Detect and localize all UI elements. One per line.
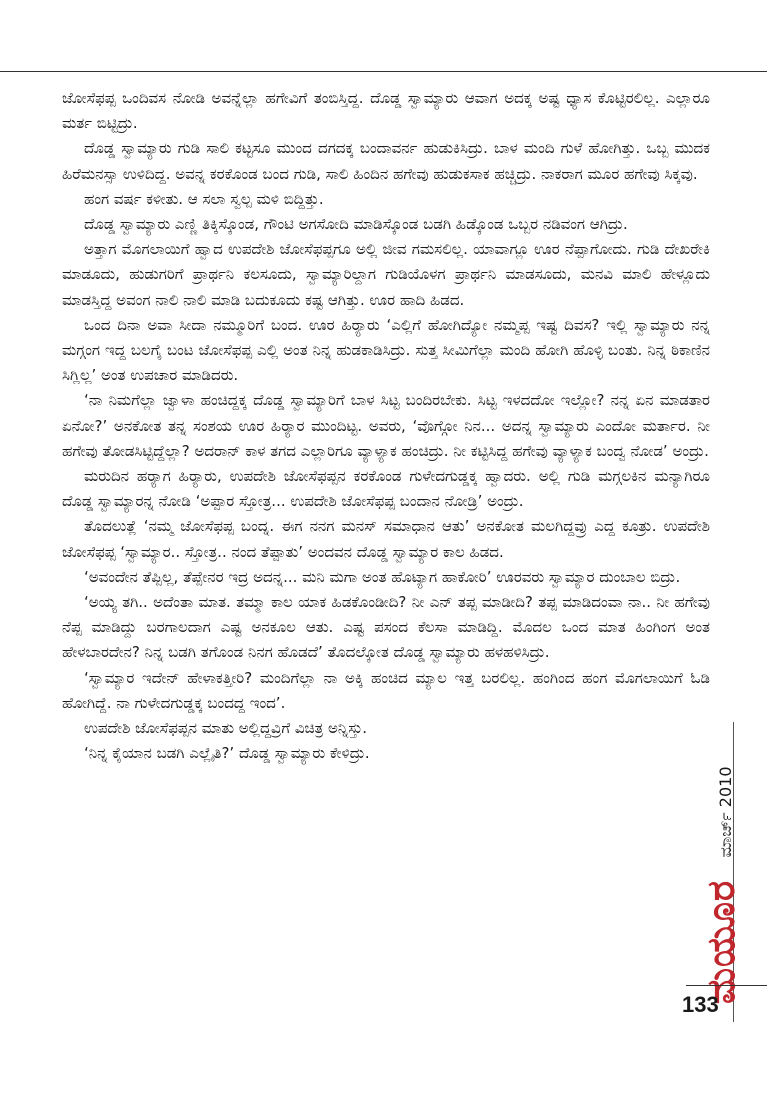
- paragraph: ‘ಅವಂದೇನ ತೆಪ್ಪಿಲ್ಲ, ತೆಪ್ಪೇನರ ಇದ್ರ ಅದನ್ನ... ಮನಿ ಮಗಾ ಅಂತ ಹೊಟ್ಯಾಗ ಹಾಕೋರಿ’ ಊರವರು ಸ್ವಾಮ್ಯಾರ ದುಂಬಾಲ ಬಿದ್ರು.: [84, 567, 681, 586]
- page-number-rule: [686, 985, 767, 986]
- paragraph: ‘ನಾ ನಿಮಗೆಲ್ಲಾ ಜ್ವಾಳಾ ಹಂಚಿದ್ದಕ್ಕ ದೊಡ್ಡ ಸ್ವಾಮ್ಯಾರಿಗೆ ಬಾಳ ಸಿಟ್ಟ ಬಂದಿರಬೇಕು. ಸಿಟ್ಟ ಇಳದದೋ ಇಲ್ಲೋ? ನನ್ನ ಏನ ಮಾಡತಾರ ಏನೋ?’ ಅನಕೋತ ತನ್ನ ಸಂಶಯ ಊರ ಹಿರ್‍ಯಾರ ಮುಂದಿಟ್ಟ. ಅವರು, ‘ವೊಗ್ಗೋ ನಿನ... ಅದನ್ನ ಸ್ವಾಮ್ಯಾರು ಎಂದೋ ಮರ್ತಾರ. ನೀ ಹಗೇವು ತೋಡಸಿಟ್ಟಿದ್ದೆಲ್ಲಾ? ಅದರಾನ್ ಕಾಳ ತಗದ ಎಲ್ಲಾರಿಗೂ ವ್ಯಾಳ್ಯಾಕ ಹಂಚಿದ್ರು. ನೀ ಕಟ್ಟಿಸಿದ್ದ ಹಗೇವು ವ್ಯಾಳ್ಯಾಕ ಬಂದ್ವ ನೋಡ’ ಅಂದ್ರು.: [62, 391, 710, 460]
- paragraph: ಅತ್ತಾಗ ಮೊಗಲಾಯಿಗೆ ಹ್ವಾದ ಉಪದೇಶಿ ಜೋಸೆಫಪ್ಪಗೂ ಅಲ್ಲಿ ಜೀವ ಗಮಸಲಿಲ್ಲ. ಯಾವಾಗ್ಲೂ ಊರ ನೆಪ್ಪಾಗೋದು. ಗುಡಿ ದೇಖರೇಕಿ ಮಾಡೂದು, ಹುಡುಗರಿಗೆ ಪ್ರಾರ್ಥನಿ ಕಲಸೂದು, ಸ್ವಾಮ್ಯಾರಿಲ್ದಾಗ ಗುಡಿಯೊಳಗ ಪ್ರಾರ್ಥನಿ ಮಾಡಸೂದು, ಮನವಿ ಮಾಲಿ ಹೇಳ್ಲೂದು ಮಾಡಸ್ತಿದ್ದ ಅವಂಗ ನಾಲಿ ನಾಲಿ ಮಾಡಿ ಬದುಕೂದು ಕಷ್ಟ ಆಗಿತ್ತು. ಊರ ಹಾದಿ ಹಿಡದ.: [62, 240, 710, 309]
- article-body: [62, 86, 710, 766]
- paragraph: ದೊಡ್ಡ ಸ್ವಾಮ್ಯಾರು ಗುಡಿ ಸಾಲಿ ಕಟ್ಟಸೂ ಮುಂದ ದಗದಕ್ಕ ಬಂದಾವರ್ನ ಹುಡುಕಿಸಿದ್ರು. ಬಾಳ ಮಂದಿ ಗುಳೆ ಹೋಗಿತ್ತು. ಒಬ್ಬ ಮುದಕ ಹಿರೆಮನಸ್ಸಾ ಉಳಿದಿದ್ದ. ಅವನ್ನ ಕರಕೊಂಡ ಬಂದ ಗುಡಿ, ಸಾಲಿ ಹಿಂದಿನ ಹಗೇವು ಹುಡುಕಸಾಕ ಹಚ್ಚಿದ್ರು. ನಾಕರಾಗ ಮೂರ ಹಗೇವು ಸಿಕ್ಕವು.: [62, 139, 710, 183]
- paragraph: ಒಂದ ದಿನಾ ಅವಾ ಸೀದಾ ನಮ್ಮೂರಿಗೆ ಬಂದ. ಊರ ಹಿರ್‍ಯಾರು ‘ಎಲ್ಲಿಗೆ ಹೋಗಿದ್ಯೋ ನಮ್ಮಪ್ಪ ಇಷ್ಟ ದಿವಸ? ಇಲ್ಲಿ ಸ್ವಾಮ್ಯಾರು ನನ್ನ ಮಗ್ಗಂಗ ಇದ್ದ ಬಲಗೈ ಬಂಟ ಜೋಸೆಫಪ್ಪ ಎಲ್ಲಿ ಅಂತ ನಿನ್ನ ಹುಡಕಾಡಿಸಿದ್ರು. ಸುತ್ತ ಸೀಮಿಗೆಲ್ಲಾ ಮಂದಿ ಹೋಗಿ ಹೊಳ್ಳಿ ಬಂತು. ನಿನ್ನ ಠಿಕಾಣಿನ ಸಿಗ್ಲಿಲ್ಲ’ ಅಂತ ಉಪಚಾರ ಮಾಡಿದರು.: [62, 315, 710, 385]
- page-number: 133: [682, 992, 719, 1017]
- paragraph: ‘ಸ್ವಾಮ್ಯಾರ ಇದೇನ್ ಹೇಳಾಕತ್ತೀರಿ? ಮಂದಿಗೆಲ್ಲಾ ನಾ ಅಕ್ಕಿ ಹಂಚಿದ ಮ್ಯಾಲ ಇತ್ತ ಬರಲಿಲ್ಲ. ಹಂಗಿಂದ ಹಂಗ ಮೊಗಲಾಯಿಗೆ ಓಡಿ ಹೋಗಿದ್ದೆ. ನಾ ಗುಳೇದಗುಡ್ಡಕ್ಕ ಬಂದದ್ದ ಇಂದ’.: [62, 668, 710, 712]
- paragraph: ‘ಅಯ್ಯ ತಗಿ.. ಅದೆಂತಾ ಮಾತ. ತಮ್ಮಾ ಕಾಲ ಯಾಕ ಹಿಡಕೊಂಡೀದಿ? ನೀ ಎನ್ ತಪ್ಪ ಮಾಡೀದಿ? ತಪ್ಪ ಮಾಡಿದಂವಾ ನಾ.. ನೀ ಹಗೇವು ನೆಪ್ಪ ಮಾಡಿದ್ದು ಬರಗಾಲದಾಗ ಎಷ್ಟ ಅನಕೂಲ ಆತು. ಎಷ್ಟ ಪಸಂದ ಕೆಲಸಾ ಮಾಡಿದ್ದಿ. ಮೊದಲ ಒಂದ ಮಾತ ಹಿಂಗಿಂಗ ಅಂತ ಹೇಳಬಾರದೇನ? ನಿನ್ನ ಬಡಗಿ ತಗೊಂಡ ನಿನಗ ಹೊಡದೆ’ ತೊದಲ್ಕೋತ ದೊಡ್ಡ ಸ್ವಾಮ್ಯಾರು ಹಳಹಳಿಸಿದ್ರು.: [62, 593, 710, 662]
- magazine-logo: ಮಯೂರ: [699, 879, 743, 1005]
- issue-date: ಮಾರ್ಚ್ 2010: [716, 766, 735, 858]
- paragraph: ಹಂಗ ವರ್ಷ ಕಳೀತು. ಆ ಸಲಾ ಸ್ವಲ್ಪ ಮಳಿ ಬಿದ್ದಿತ್ತು.: [84, 189, 324, 208]
- paragraph: ತೊದಲುತ್ಲೆ ‘ನಮ್ಮ ಜೋಸೆಫಪ್ಪ ಬಂದ್ನ. ಈಗ ನನಗ ಮನಸ್ ಸಮಾಧಾನ ಆತು’ ಅನಕೋತ ಮಲಗಿದ್ದವ್ರು ಎದ್ದ ಕೂತ್ರು. ಉಪದೇಶಿ ಜೋಸೆಫಪ್ಪ ‘ಸ್ವಾಮ್ಯಾರ.. ಸ್ತೋತ್ರ.. ನಂದ ತೆಪ್ಪಾತು’ ಅಂದವನ ದೊಡ್ಡ ಸ್ವಾಮ್ಯಾರ ಕಾಲ ಹಿಡದ.: [62, 517, 710, 561]
- paragraph: ಮರುದಿನ ಹರ್‍ಯಾಗ ಹಿರ್‍ಯಾರು, ಉಪದೇಶಿ ಜೋಸೆಫಪ್ಪನ ಕರಕೊಂಡ ಗುಳೇದಗುಡ್ಡಕ್ಕ ಹ್ವಾದರು. ಅಲ್ಲಿ ಗುಡಿ ಮಗ್ಗಲಕಿನ ಮನ್ಯಾಗಿರೂ ದೊಡ್ಡ ಸ್ವಾಮ್ಯಾರನ್ನ ನೋಡಿ ‘ಅಪ್ಪಾರ ಸ್ತೋತ್ರ... ಉಪದೇಶಿ ಜೋಸೆಫಪ್ಪ ಬಂದಾನ ನೋಡ್ರಿ’ ಅಂದ್ರು.: [62, 467, 710, 511]
- paragraph: ಉಪದೇಶಿ ಜೋಸೆಫಪ್ಪನ ಮಾತು ಅಲ್ಲಿದ್ದವ್ರಿಗೆ ವಿಚಿತ್ರ ಅನ್ನಿಸ್ತು.: [84, 719, 368, 738]
- paragraph: ‘ನಿನ್ನ ಕೈಯಾನ ಬಡಗಿ ಎಲ್ಲೈತಿ?’ ದೊಡ್ಡ ಸ್ವಾಮ್ಯಾರು ಕೇಳಿದ್ರು.: [84, 744, 370, 763]
- paragraph: ದೊಡ್ಡ ಸ್ವಾಮ್ಯಾರು ಎಣ್ಣಿ ತಿಕ್ಕಿಸ್ಕೊಂಡ, ಗೌಂಟಿ ಅಗಸೋದಿ ಮಾಡಿಸ್ಕೊಂಡ ಬಡಗಿ ಹಿಡ್ಕೊಂಡ ಒಬ್ಬರ ನಡಿವಂಗ ಆಗಿದ್ರು.: [84, 215, 628, 234]
- top-rule: [0, 71, 767, 72]
- paragraph: ಜೋಸೆಫಪ್ಪ ಒಂದಿವಸ ನೋಡಿ ಅವನ್ನೆಲ್ಲಾ ಹಗೇವಿಗೆ ತಂಬಿಸ್ತಿದ್ದ. ದೊಡ್ಡ ಸ್ವಾಮ್ಯಾರು ಆವಾಗ ಅದಕ್ಕ ಅಷ್ಟ ಧ್ಯಾಸ ಕೊಟ್ಟಿರಲಿಲ್ಲ. ಎಲ್ಲಾರೂ ಮರ್ತ ಬಿಟ್ಟಿದ್ರು.: [62, 89, 710, 133]
